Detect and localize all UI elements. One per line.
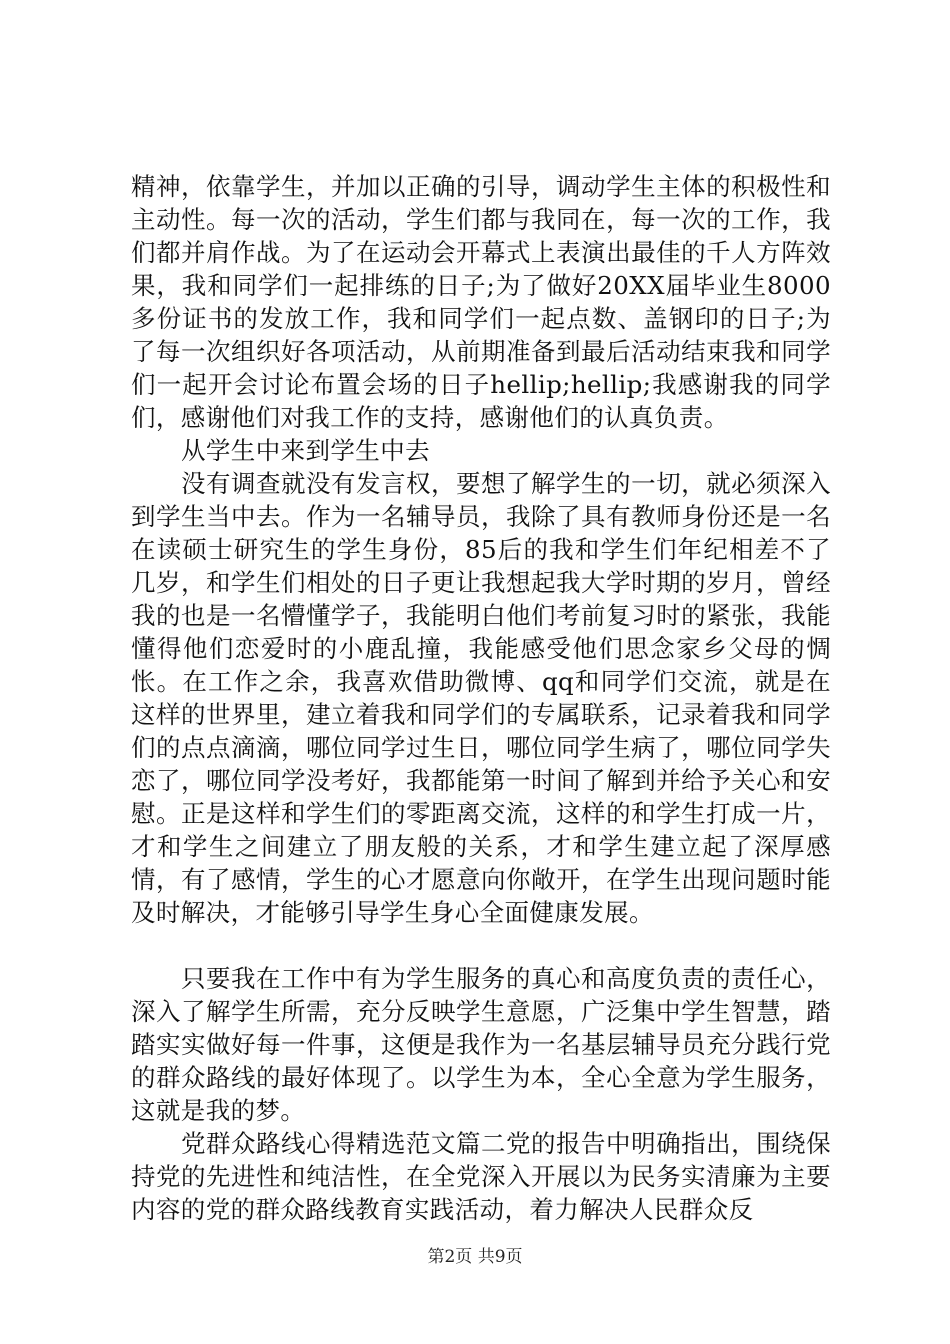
paragraph-essay-two: 党群众路线心得精选范文篇二党的报告中明确指出，围绕保持党的先进性和纯洁性，在全党深入开展以为民务实清廉为主要内容的党的群众路线教育实践活动，着力解决人民群众反	[131, 1129, 831, 1224]
paragraph-support-thanks: 精神，依靠学生，并加以正确的引导，调动学生主体的积极性和主动性。每一次的活动，学生们都与我同在，每一次的工作，我们都并肩作战。为了在运动会开幕式上表演出最佳的千人方阵效果，我和同学们一起排练的日子;为了做好20XX届毕业生8000多份证书的发放工作，我和同学们一起点数、盖钢印的日子;为了每一次组织好各项活动，从前期准备到最后活动结束我和同学们一起开会讨论布置会场的日子hellip;hellip;我感谢我的同学们，感谢他们对我工作的支持，感谢他们的认真负责。	[131, 172, 831, 432]
paragraph-service-dream: 只要我在工作中有为学生服务的真心和高度负责的责任心，深入了解学生所需，充分反映学生意愿，广泛集中学生智慧，踏踏实实做好每一件事，这便是我作为一名基层辅导员充分践行党的群众路线的最好体现了。以学生为本，全心全意为学生服务，这就是我的梦。	[131, 964, 831, 1125]
paragraph-investigation: 没有调查就没有发言权，要想了解学生的一切，就必须深入到学生当中去。作为一名辅导员，我除了具有教师身份还是一名在读硕士研究生的学生身份，85后的我和学生们年纪相差不了几岁，和学生们相处的日子更让我想起我大学时期的岁月，曾经我的也是一名懵懂学子，我能明白他们考前复习时的紧张，我能懂得他们恋爱时的小鹿乱撞，我能感受他们思念家乡父母的惆怅。在工作之余，我喜欢借助微博、qq和同学们交流，就是在这样的世界里，建立着我和同学们的专属联系，记录着我和同学们的点点滴滴，哪位同学过生日，哪位同学生病了，哪位同学失恋了，哪位同学没考好，我都能第一时间了解到并给予关心和安慰。正是这样和学生们的零距离交流，这样的和学生打成一片，才和学生之间建立了朋友般的关系，才和学生建立起了深厚感情，有了感情，学生的心才愿意向你敞开，在学生出现问题时能及时解决，才能够引导学生身心全面健康发展。	[131, 469, 831, 927]
document-body	[131, 170, 831, 1226]
page-number-footer: 第2页 共9页	[427, 1247, 523, 1267]
section-heading: 从学生中来到学生中去	[181, 436, 430, 465]
